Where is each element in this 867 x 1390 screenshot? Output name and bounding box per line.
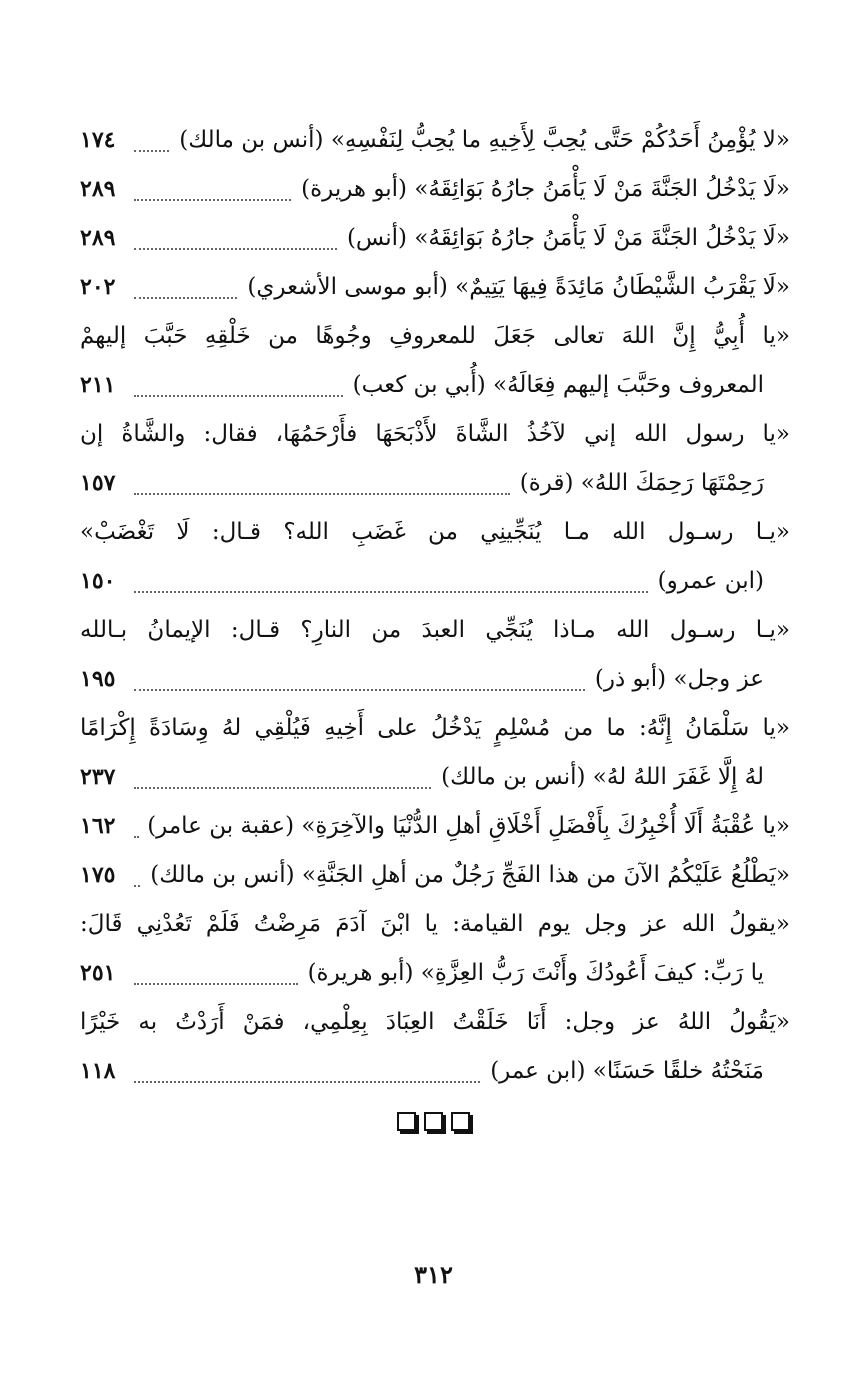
entry-page-number: ١٥٠ xyxy=(80,568,116,594)
entry-text: «لَا يَقْرَبُ الشَّيْطَانُ مَائِدَةً فِيهَا يَتِيمٌ» (أبو موسى الأشعري) xyxy=(247,274,790,300)
entry-page-number: ٢٨٩ xyxy=(80,225,116,251)
entry-text: «يا عُقْبَةُ أَلَا أُخْبِرُكَ بِأَفْضَلِ أَخْلَاقِ أهلِ الدُّنْيَا والآخِرَةِ» (عقبة بن عامر) xyxy=(147,813,790,839)
leader-dots xyxy=(134,885,140,887)
index-entry-line xyxy=(80,802,790,851)
leader-dots xyxy=(134,248,337,250)
index-entry-line xyxy=(80,557,790,606)
entry-text: «يا سَلْمَانُ إِنَّهُ: ما من مُسْلِمٍ يَدْخُلُ على أَخِيهِ فَيُلْقِي لهُ وِسَادَةً إِكْرَامًا xyxy=(80,715,790,741)
leader-dots xyxy=(134,1081,480,1083)
index-entry-line xyxy=(80,998,790,1047)
entry-page-number: ١٩٥ xyxy=(80,666,116,692)
entry-text: «يا رسول الله إني لآخُذُ الشَّاةَ لأَذْبَحَهَا فأَرْحَمُهَا، فقال: والشَّاةُ إن xyxy=(80,421,790,447)
entry-page-number: ١٧٥ xyxy=(80,862,116,888)
entry-text: «لَا يَدْخُلُ الجَنَّةَ مَنْ لَا يَأْمَنُ جارُهُ بَوَائِقَهُ» (أنس) xyxy=(346,225,790,251)
entry-page-number: ١٧٤ xyxy=(80,127,116,153)
page-number: ٣١٢ xyxy=(414,1260,453,1289)
leader-dots xyxy=(134,591,648,593)
index-entry-line xyxy=(80,851,790,900)
entry-page-number: ٢٠٢ xyxy=(80,274,116,300)
leader-dots xyxy=(134,493,510,495)
entry-text: «يـا رسـول الله مـاذا يُنَجِّي العبدَ من النارِ؟ قـال: الإيمانُ بـالله xyxy=(80,617,790,643)
entry-text: (ابن عمرو) xyxy=(657,568,764,594)
leader-dots xyxy=(134,395,343,397)
entry-text: «لا يُؤْمِنُ أَحَدُكُمْ حَتَّى يُحِبَّ لِأَخِيهِ ما يُحِبُّ لِنَفْسِهِ» (أنس بن مالك) xyxy=(179,127,790,153)
index-entry-line xyxy=(80,753,790,802)
index-entry-line xyxy=(80,361,790,410)
entry-page-number: ١٦٢ xyxy=(80,813,116,839)
entry-text: «يا أُبِيُّ إِنَّ اللهَ تعالى جَعَلَ للمعروفِ وجُوهًا من خَلْقِهِ حَبَّبَ إليهمْ xyxy=(80,323,790,349)
leader-dots xyxy=(134,983,298,985)
entry-page-number: ٢٨٩ xyxy=(80,176,116,202)
entry-text: يا رَبِّ: كيفَ أَعُودُكَ وأَنْتَ رَبُّ العِزَّةِ» (أبو هريرة) xyxy=(307,960,764,986)
index-entry-line xyxy=(80,900,790,949)
entry-page-number: ١١٨ xyxy=(80,1058,116,1084)
index-entry-line xyxy=(80,459,790,508)
index-entry-line xyxy=(80,1047,790,1096)
entry-text: «يقولُ الله عز وجل يوم القيامة: يا ابْنَ آدَمَ مَرِضْتُ فَلَمْ تَعُدْنِي قَالَ: xyxy=(80,911,790,937)
leader-dots xyxy=(134,199,291,201)
entry-page-number: ٢١١ xyxy=(80,372,116,398)
leader-dots xyxy=(134,150,169,152)
entry-page-number: ١٥٧ xyxy=(80,470,116,496)
index-entry-line xyxy=(80,165,790,214)
index-entry-line xyxy=(80,116,790,165)
index-entry-line xyxy=(80,949,790,998)
entry-text: «يـا رسـول الله مـا يُنَجِّينِي من غَضَبِ الله؟ قـال: لَا تَغْضَبْ» xyxy=(80,519,790,545)
entry-text: لهُ إِلَّا غَفَرَ اللهُ لهُ» (أنس بن مالك) xyxy=(441,764,764,790)
leader-dots xyxy=(134,787,431,789)
leader-dots xyxy=(134,297,237,299)
section-end-ornament xyxy=(0,1112,867,1135)
square-ornament-icon xyxy=(424,1112,443,1131)
square-ornament-icon xyxy=(451,1112,470,1131)
entry-text: رَحِمْتَهَا رَحِمَكَ اللهُ» (قرة) xyxy=(519,470,764,496)
hadith-index-list xyxy=(80,116,790,1096)
leader-dots xyxy=(134,836,137,838)
index-entry-line xyxy=(80,655,790,704)
index-entry-line xyxy=(80,704,790,753)
index-entry-line xyxy=(80,263,790,312)
index-entry-line xyxy=(80,508,790,557)
index-entry-line xyxy=(80,410,790,459)
leader-dots xyxy=(134,689,585,691)
index-entry-line xyxy=(80,214,790,263)
entry-text: عز وجل» (أبو ذر) xyxy=(594,666,764,692)
entry-text: مَنَحْتُهُ خلقًا حَسَنًا» (ابن عمر) xyxy=(490,1058,764,1084)
index-entry-line xyxy=(80,312,790,361)
entry-page-number: ٢٣٧ xyxy=(80,764,116,790)
entry-text: المعروف وحَبَّبَ إليهم فِعَالَهُ» (أُبي بن كعب) xyxy=(352,372,764,398)
entry-page-number: ٢٥١ xyxy=(80,960,116,986)
entry-text: «لَا يَدْخُلُ الجَنَّةَ مَنْ لَا يَأْمَنُ جارُهُ بَوَائِقَهُ» (أبو هريرة) xyxy=(301,176,790,202)
square-ornament-icon xyxy=(397,1112,416,1131)
index-entry-line xyxy=(80,606,790,655)
entry-text: «يَقُولُ اللهُ عز وجل: أَنَا خَلَقْتُ العِبَادَ بِعِلْمِي، فمَنْ أَرَدْتُ به خَيْرًا xyxy=(80,1009,790,1035)
entry-text: «يَطْلُعُ عَلَيْكُمُ الآنَ من هذا الفَجِّ رَجُلٌ من أهلِ الجَنَّةِ» (أنس بن مالك) xyxy=(150,862,790,888)
